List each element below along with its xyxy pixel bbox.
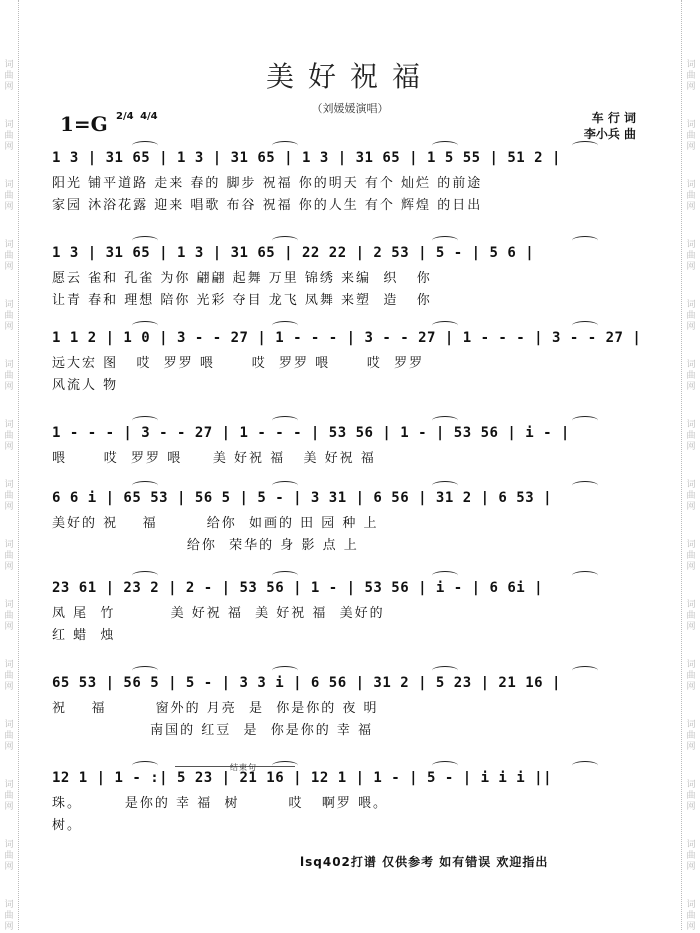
right-watermark-column	[681, 0, 700, 930]
meter-1: 2/4	[116, 111, 134, 122]
lyric-line: 远大宏 图 哎 罗罗 喂 哎 罗罗 喂 哎 罗罗	[52, 356, 425, 371]
watermark-text: 词 曲 网	[4, 120, 14, 152]
score-row	[52, 425, 652, 466]
lyric-line: 南国的 红豆 是 你是你的 幸 福	[52, 723, 374, 738]
slur-mark	[572, 321, 598, 330]
slur-mark	[132, 666, 158, 675]
watermark-text: 词 曲 网	[4, 360, 14, 392]
lyric-line: 凤 尾 竹 美 好祝 福 美 好祝 福 美好的	[52, 606, 385, 621]
watermark-text: 词 曲 网	[686, 240, 696, 272]
slur-mark	[132, 416, 158, 425]
slur-mark	[432, 761, 458, 770]
score-row	[52, 580, 652, 643]
left-watermark-column	[0, 0, 19, 930]
watermark-text: 词 曲 网	[4, 240, 14, 272]
slur-mark	[432, 141, 458, 150]
note-line: 23 61 | 23 2 | 2 - | 53 56 | 1 - | 53 56 | i - | 6 6i |	[52, 580, 544, 596]
note-line: 1 1 2 | 1 0 | 3 - - 27 | 1 - - - | 3 - - 27 | 1 - - - | 3 - - 27 |	[52, 330, 642, 346]
slur-mark	[272, 141, 298, 150]
slur-mark	[272, 321, 298, 330]
watermark-text: 词 曲 网	[4, 60, 14, 92]
watermark-text: 词 曲 网	[4, 540, 14, 572]
note-line: 6 6 i | 65 53 | 56 5 | 5 - | 3 31 | 6 56 | 31 2 | 6 53 |	[52, 490, 553, 506]
lyric-line: 愿云 雀和 孔雀 为你 翩翩 起舞 万里 锦绣 来编 织 你	[52, 271, 432, 286]
slur-mark	[272, 571, 298, 580]
watermark-text: 词 曲 网	[4, 480, 14, 512]
watermark-text: 词 曲 网	[686, 840, 696, 872]
slur-mark	[132, 571, 158, 580]
lyric-line: 家园 沐浴花露 迎来 唱歌 布谷 祝福 你的人生 有个 辉煌 的日出	[52, 198, 483, 213]
slur-mark	[132, 141, 158, 150]
score-row	[52, 675, 652, 738]
transcriber-note: lsq402打谱 仅供参考 如有错误 欢迎指出	[300, 855, 549, 869]
watermark-text: 词 曲 网	[686, 660, 696, 692]
slur-mark	[132, 481, 158, 490]
lyric-line: 红 蜡 烛	[52, 628, 116, 643]
watermark-text: 词 曲 网	[4, 660, 14, 692]
slur-mark	[572, 236, 598, 245]
slur-mark	[572, 666, 598, 675]
slur-mark	[572, 481, 598, 490]
note-line: 12 1 | 1 - :| 5 23 | 21 16 | 12 1 | 1 - | 5 - | i i i ||	[52, 770, 553, 786]
watermark-text: 词 曲 网	[4, 300, 14, 332]
slur-mark	[432, 481, 458, 490]
score-row	[52, 245, 652, 308]
note-line: 1 - - - | 3 - - 27 | 1 - - - | 53 56 | 1 - | 53 56 | i - |	[52, 425, 570, 441]
composer-credit: 李小兵 曲	[583, 127, 636, 141]
score-row	[52, 330, 652, 393]
lyricist-credit: 车 行 词	[591, 111, 636, 125]
lyric-line: 给你 荣华的 身 影 点 上	[52, 538, 359, 553]
watermark-text: 词 曲 网	[4, 780, 14, 812]
watermark-text: 词 曲 网	[686, 480, 696, 512]
slur-mark	[432, 666, 458, 675]
slur-mark	[572, 761, 598, 770]
slur-mark	[132, 321, 158, 330]
note-line: 1 3 | 31 65 | 1 3 | 31 65 | 1 3 | 31 65 | 1 5 55 | 51 2 |	[52, 150, 561, 166]
watermark-text: 词 曲 网	[686, 300, 696, 332]
slur-mark	[272, 481, 298, 490]
slur-mark	[272, 666, 298, 675]
slur-mark	[132, 236, 158, 245]
watermark-text: 词 曲 网	[686, 780, 696, 812]
lyric-line: 让青 春和 理想 陪你 光彩 夺目 龙飞 凤舞 来塑 造 你	[52, 293, 432, 308]
slur-mark	[572, 141, 598, 150]
watermark-text: 词 曲 网	[686, 180, 696, 212]
watermark-text: 词 曲 网	[686, 900, 696, 932]
slur-mark	[432, 416, 458, 425]
watermark-text: 词 曲 网	[686, 600, 696, 632]
slur-mark	[432, 571, 458, 580]
watermark-text: 词 曲 网	[4, 180, 14, 212]
meter-2: 4/4	[140, 111, 158, 122]
lyric-line: 树。	[52, 818, 83, 833]
slur-mark	[432, 236, 458, 245]
score-row	[52, 770, 652, 833]
watermark-text: 词 曲 网	[686, 360, 696, 392]
singer-credit: （刘媛媛演唱）	[311, 102, 389, 115]
watermark-text: 词 曲 网	[686, 720, 696, 752]
lyric-line: 喂 哎 罗罗 喂 美 好祝 福 美 好祝 福	[52, 451, 376, 466]
slur-mark	[272, 236, 298, 245]
song-title: 美好祝福	[265, 60, 434, 93]
lyric-line: 阳光 铺平道路 走来 春的 脚步 祝福 你的明天 有个 灿烂 的前途	[52, 176, 483, 191]
lyric-line: 风流人 物	[52, 378, 119, 393]
ending-marker: 结束句	[230, 763, 257, 772]
credits	[560, 110, 636, 142]
slur-mark	[572, 571, 598, 580]
slur-mark	[272, 416, 298, 425]
note-line: 1 3 | 31 65 | 1 3 | 31 65 | 22 22 | 2 53 | 5 - | 5 6 |	[52, 245, 535, 261]
watermark-text: 词 曲 网	[4, 420, 14, 452]
time-signature	[116, 112, 161, 122]
score-row	[52, 490, 652, 553]
watermark-text: 词 曲 网	[686, 540, 696, 572]
watermark-text: 词 曲 网	[4, 720, 14, 752]
watermark-text: 词 曲 网	[4, 600, 14, 632]
watermark-text: 词 曲 网	[686, 120, 696, 152]
slur-mark	[572, 416, 598, 425]
watermark-text: 词 曲 网	[4, 840, 14, 872]
slur-mark	[432, 321, 458, 330]
note-line: 65 53 | 56 5 | 5 - | 3 3 i | 6 56 | 31 2 | 5 23 | 21 16 |	[52, 675, 561, 691]
key-signature: 1=G	[60, 112, 108, 136]
watermark-text: 词 曲 网	[686, 60, 696, 92]
watermark-text: 词 曲 网	[4, 900, 14, 932]
lyric-line: 珠。 是你的 幸 福 树 哎 啊罗 喂。	[52, 796, 389, 811]
score-row	[52, 150, 652, 213]
watermark-text: 词 曲 网	[686, 420, 696, 452]
lyric-line: 美好的 祝 福 给你 如画的 田 园 种 上	[52, 516, 379, 531]
slur-mark	[132, 761, 158, 770]
lyric-line: 祝 福 窗外的 月亮 是 你是你的 夜 明	[52, 701, 379, 716]
